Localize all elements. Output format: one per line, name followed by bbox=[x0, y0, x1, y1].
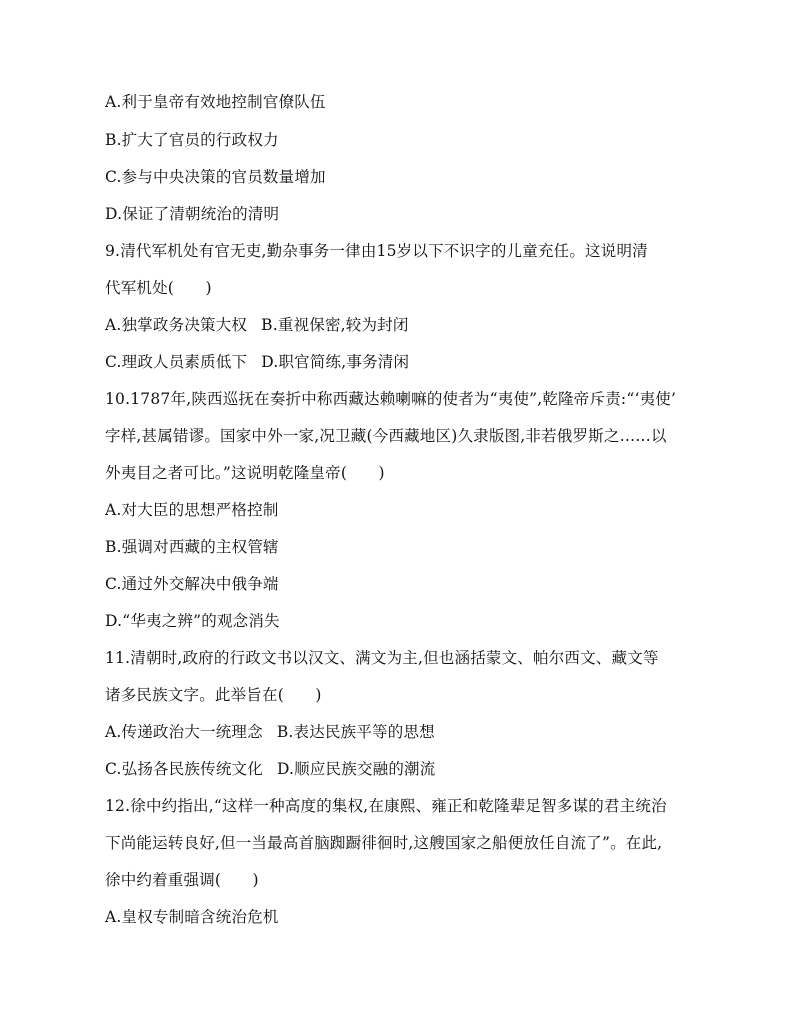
q9-options-row-1 bbox=[105, 315, 705, 335]
q12-stem-line-2: 下尚能运转良好,但一当最高首脑踟蹰徘徊时,这艘国家之船便放任自流了”。在此, bbox=[105, 834, 663, 852]
q11-stem-line-1: 11.清朝时,政府的行政文书以汉文、满文为主,但也涵括蒙文、帕尔西文、藏文等 bbox=[105, 649, 659, 667]
q9-stem-line-1: 9.清代军机处有官无吏,勤杂事务一律由15岁以下不识字的儿童充任。这说明清 bbox=[105, 242, 648, 260]
q12-stem-line-3: 徐中约着重强调( ) bbox=[105, 871, 259, 889]
q11-options-row-1 bbox=[105, 722, 705, 742]
q10-stem-line-2: 字样,甚属错谬。国家中外一家,况卫藏(今西藏地区)久隶版图,非若俄罗斯之……以 bbox=[105, 427, 667, 445]
q11-option-c: C.弘扬各民族传统文化 bbox=[105, 760, 263, 778]
q10-stem-line-1: 10.1787年,陕西巡抚在奏折中称西藏达赖喇嘛的使者为“夷使”,乾隆帝斥责:“‘夷使’ bbox=[105, 390, 677, 408]
q10-option-d: D.“华夷之辨”的观念消失 bbox=[105, 612, 280, 630]
q9-stem-line-2: 代军机处( ) bbox=[105, 279, 212, 297]
q9-option-b: B.重视保密,较为封闭 bbox=[261, 316, 409, 334]
q12-stem-line-1: 12.徐中约指出,“这样一种高度的集权,在康熙、雍正和乾隆辈足智多谋的君主统治 bbox=[105, 797, 667, 815]
q11-option-d: D.顺应民族交融的潮流 bbox=[276, 760, 436, 778]
q8-option-c: C.参与中央决策的官员数量增加 bbox=[105, 168, 326, 186]
q11-option-a: A.传递政治大一统理念 bbox=[105, 723, 263, 741]
q10-stem-line-3: 外夷目之者可比。”这说明乾隆皇帝( ) bbox=[105, 464, 385, 482]
q10-option-c: C.通过外交解决中俄争端 bbox=[105, 575, 279, 593]
q10-option-a: A.对大臣的思想严格控制 bbox=[105, 501, 279, 519]
q9-option-a: A.独掌政务决策大权 bbox=[105, 316, 248, 334]
q8-option-b: B.扩大了官员的行政权力 bbox=[105, 131, 279, 149]
q9-options-row-2 bbox=[105, 352, 705, 372]
q10-option-b: B.强调对西藏的主权管辖 bbox=[105, 538, 279, 556]
q11-options-row-2 bbox=[105, 759, 705, 779]
q12-option-a: A.皇权专制暗含统治危机 bbox=[105, 908, 279, 926]
q8-option-a: A.利于皇帝有效地控制官僚队伍 bbox=[105, 93, 326, 111]
q9-option-c: C.理政人员素质低下 bbox=[105, 353, 248, 371]
q11-stem-line-2: 诸多民族文字。此举旨在( ) bbox=[105, 686, 322, 704]
q8-option-d: D.保证了清朝统治的清明 bbox=[105, 205, 280, 223]
q9-option-d: D.职官简练,事务清闲 bbox=[261, 353, 410, 371]
q11-option-b: B.表达民族平等的思想 bbox=[276, 723, 435, 741]
